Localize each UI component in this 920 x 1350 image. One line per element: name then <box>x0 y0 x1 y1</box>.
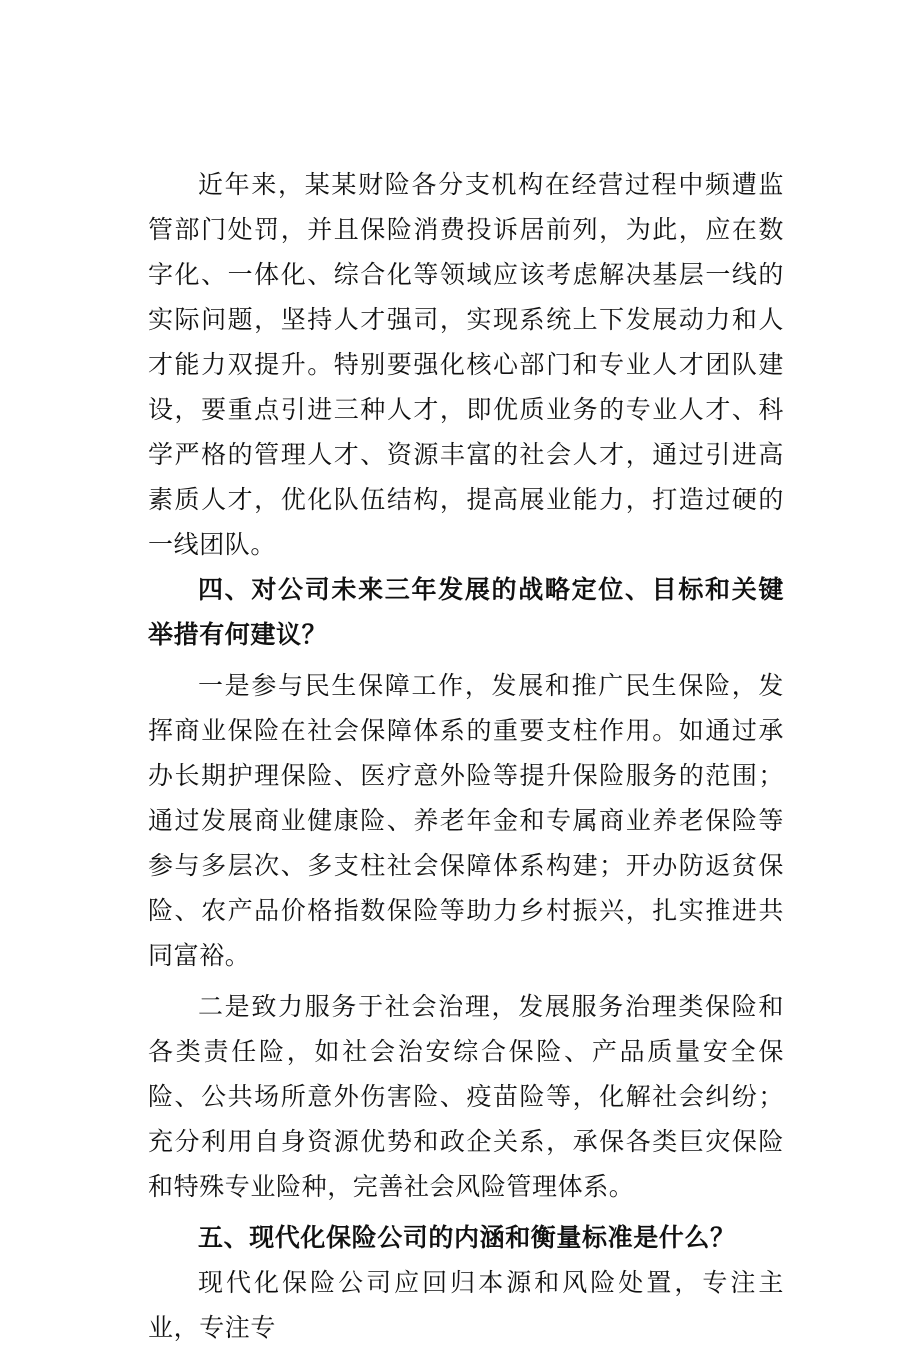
paragraph-talent-strategy: 近年来，某某财险各分支机构在经营过程中频遭监管部门处罚，并且保险消费投诉居前列，为此，应在数字化、一体化、综合化等领域应该考虑解决基层一线的实际问题，坚持人才强司，实现系统上下发展动力和人才能力双提升。特别要强化核心部门和专业人才团队建设，要重点引进三种人才，即优质业务的专业人才、科学严格的管理人才、资源丰富的社会人才，通过引进高素质人才，优化队伍结构，提高展业能力，打造过硬的一线团队。 <box>148 170 784 559</box>
heading-section-four: 四、对公司未来三年发展的战略定位、目标和关键举措有何建议？ <box>148 575 784 649</box>
document-body <box>148 162 784 1350</box>
paragraph-social-governance: 二是致力服务于社会治理，发展服务治理类保险和各类责任险，如社会治安综合保险、产品质量安全保险、公共场所意外伤害险、疫苗险等，化解社会纠纷；充分利用自身资源优势和政企关系，承保各类巨灾保险和特殊专业险种，完善社会风险管理体系。 <box>148 992 784 1201</box>
paragraph-modern-insurer: 现代化保险公司应回归本源和风险处置，专注主业，专注专 <box>148 1268 784 1342</box>
heading-section-five: 五、现代化保险公司的内涵和衡量标准是什么？ <box>198 1223 736 1252</box>
paragraph-livelihood-insurance: 一是参与民生保障工作，发展和推广民生保险，发挥商业保险在社会保障体系的重要支柱作用。如通过承办长期护理保险、医疗意外险等提升保险服务的范围；通过发展商业健康险、养老年金和专属商业养老保险等参与多层次、多支柱社会保障体系构建；开办防返贫保险、农产品价格指数保险等助力乡村振兴，扎实推进共同富裕。 <box>148 671 784 970</box>
